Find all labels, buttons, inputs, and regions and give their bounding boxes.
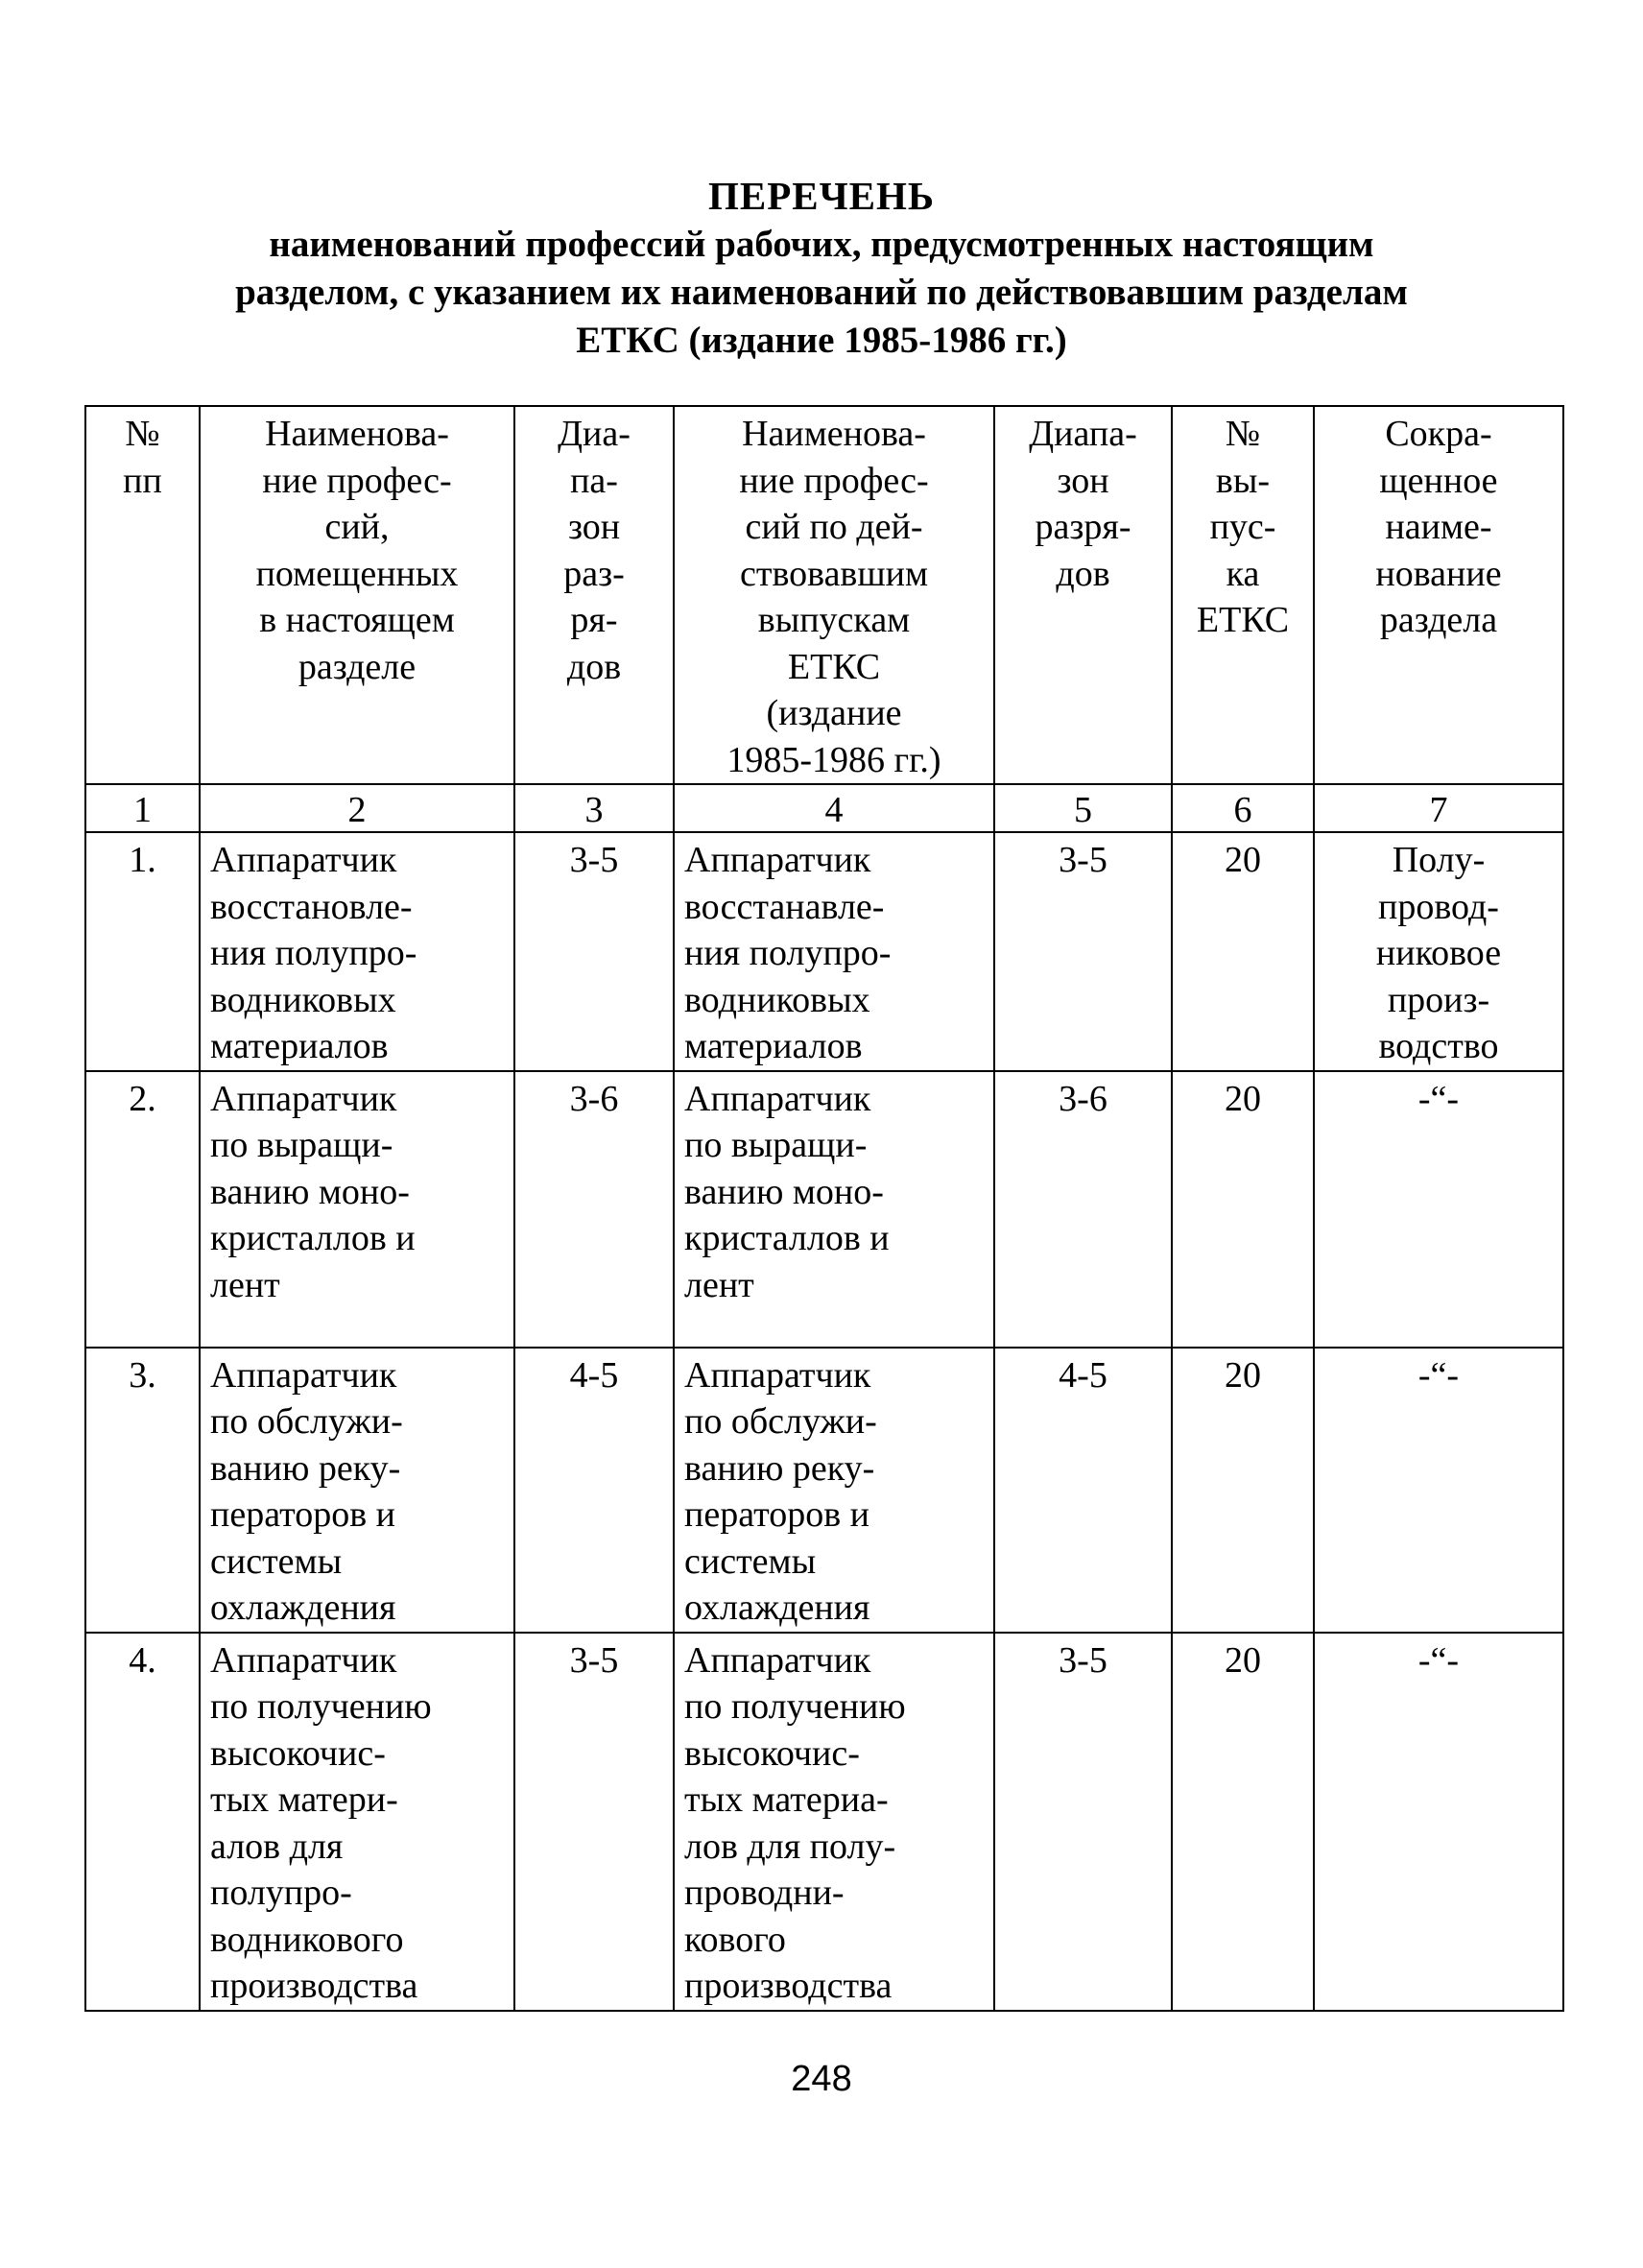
etks-issue-number: 20 — [1172, 1633, 1314, 2011]
document-title: ПЕРЕЧЕНЬ — [707, 174, 936, 218]
old-profession-name: Аппаратчик по выращи- ванию моно- кристаллов и лент — [674, 1071, 994, 1348]
section-short-name: Полу- провод- никовое произ- водство — [1314, 832, 1563, 1071]
old-profession-name: Аппаратчик по получению высокочис- тых материа- лов для полу- проводни- кового производства — [674, 1633, 994, 2011]
column-number: 2 — [200, 784, 514, 832]
header-cell-num: № пп — [85, 406, 200, 784]
table-header-row — [85, 406, 1563, 784]
section-short-name: -“- — [1314, 1633, 1563, 2011]
row-number: 4. — [85, 1633, 200, 2011]
grade-range: 3-5 — [514, 832, 674, 1071]
row-number: 3. — [85, 1348, 200, 1633]
old-grade-range: 3-6 — [994, 1071, 1172, 1348]
table-row — [85, 1633, 1563, 2011]
column-number-row — [85, 784, 1563, 832]
old-profession-name: Аппаратчик восстанавле- ния полупро- водниковых материалов — [674, 832, 994, 1071]
table-row — [85, 1071, 1563, 1348]
column-number: 6 — [1172, 784, 1314, 832]
document-subtitle: наименований профессий рабочих, предусмотренных настоящим разделом, с указанием их наименований по действовавшим разделам ЕТКС (издание 1985-1986 гг.) — [235, 224, 1408, 361]
column-number: 7 — [1314, 784, 1563, 832]
old-grade-range: 3-5 — [994, 832, 1172, 1071]
column-number: 3 — [514, 784, 674, 832]
table-row — [85, 832, 1563, 1071]
header-cell-section: Сокра- щенное наиме- нование раздела — [1314, 406, 1563, 784]
header-cell-range: Диа- па- зон раз- ря- дов — [514, 406, 674, 784]
header-cell-profession: Наименова- ние профес- сий, помещенных в настоящем разделе — [200, 406, 514, 784]
grade-range: 4-5 — [514, 1348, 674, 1633]
page-number: 248 — [791, 2059, 852, 2099]
column-number: 5 — [994, 784, 1172, 832]
old-grade-range: 3-5 — [994, 1633, 1172, 2011]
column-number: 1 — [85, 784, 200, 832]
etks-issue-number: 20 — [1172, 832, 1314, 1071]
document-heading — [0, 171, 1643, 365]
etks-issue-number: 20 — [1172, 1071, 1314, 1348]
profession-name: Аппаратчик по получению высокочис- тых матери- алов для полупро- водникового производства — [200, 1633, 514, 2011]
row-number: 1. — [85, 832, 200, 1071]
profession-name: Аппаратчик по выращи- ванию моно- кристаллов и лент — [200, 1071, 514, 1348]
column-number: 4 — [674, 784, 994, 832]
header-cell-issue: № вы- пус- ка ЕТКС — [1172, 406, 1314, 784]
grade-range: 3-5 — [514, 1633, 674, 2011]
old-profession-name: Аппаратчик по обслужи- ванию реку- ператоров и системы охлаждения — [674, 1348, 994, 1633]
row-number: 2. — [85, 1071, 200, 1348]
header-cell-old-profession: Наименова- ние профес- сий по дей- ствовавшим выпускам ЕТКС (издание 1985-1986 гг.) — [674, 406, 994, 784]
section-short-name: -“- — [1314, 1071, 1563, 1348]
etks-issue-number: 20 — [1172, 1348, 1314, 1633]
old-grade-range: 4-5 — [994, 1348, 1172, 1633]
professions-table — [84, 405, 1564, 2012]
profession-name: Аппаратчик восстановле- ния полупро- водниковых материалов — [200, 832, 514, 1071]
header-cell-old-range: Диапа- зон разря- дов — [994, 406, 1172, 784]
grade-range: 3-6 — [514, 1071, 674, 1348]
table-row — [85, 1348, 1563, 1633]
profession-name: Аппаратчик по обслужи- ванию реку- ператоров и системы охлаждения — [200, 1348, 514, 1633]
section-short-name: -“- — [1314, 1348, 1563, 1633]
